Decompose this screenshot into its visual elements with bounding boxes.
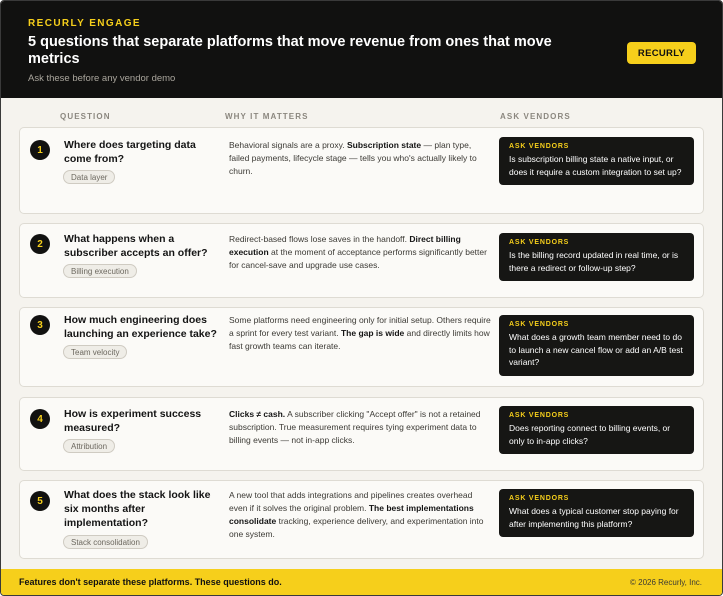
eyebrow-label: RECURLY ENGAGE: [28, 18, 141, 29]
topic-tag: Team velocity: [63, 345, 127, 359]
question-number-badge: 3: [30, 315, 50, 335]
why-it-matters-text: A new tool that adds integrations and pipelines creates overhead even if it solves the original problem. The best implementations consolidate tracking, experience delivery, and experimentation into one system.: [229, 490, 484, 539]
question-number-badge: 5: [30, 491, 50, 511]
ask-vendors-label: ASK VENDORS: [509, 495, 570, 502]
topic-tag: Stack consolidation: [63, 535, 148, 549]
why-it-matters-text: Behavioral signals are a proxy. Subscription state — plan type, failed payments, lifecycle stage — tells you who's actually likely to churn.: [229, 140, 477, 176]
column-headers: [1, 112, 722, 124]
ask-vendors-box: [499, 489, 694, 537]
question-card: [19, 127, 704, 214]
column-header-question: QUESTION: [60, 112, 111, 121]
ask-vendors-label: ASK VENDORS: [509, 143, 570, 150]
ask-vendors-box: [499, 137, 694, 185]
question-number-badge: 1: [30, 140, 50, 160]
question-text: What does the stack look like six months after implementation?: [64, 489, 211, 529]
page-title: 5 questions that separate platforms that move revenue from ones that move metrics: [28, 34, 552, 67]
why-it-matters-text: Some platforms need engineering only for initial setup. Others require a sprint for every test variant. The gap is wide and directly limits how fast growth teams can iterate.: [229, 315, 491, 351]
ask-vendors-question: Does reporting connect to billing events, or only to in-app clicks?: [509, 423, 671, 446]
ask-vendors-question: What does a growth team member need to do to launch a new cancel flow or add an A/B test variant?: [509, 332, 683, 367]
ask-vendors-box: [499, 406, 694, 454]
topic-tag: Attribution: [63, 439, 115, 453]
ask-vendors-question: Is subscription billing state a native input, or does it require a custom integration to set up?: [509, 154, 682, 177]
ask-vendors-label: ASK VENDORS: [509, 412, 570, 419]
ask-vendors-label: ASK VENDORS: [509, 321, 570, 328]
footer-bar: [1, 569, 722, 596]
column-header-ask: ASK VENDORS: [500, 112, 571, 121]
question-card: [19, 480, 704, 559]
ask-vendors-question: What does a typical customer stop paying for after implementing this platform?: [509, 506, 679, 529]
question-text: What happens when a subscriber accepts an offer?: [64, 233, 208, 259]
copyright-notice: © 2026 Recurly, Inc.: [630, 578, 702, 587]
column-header-why: WHY IT MATTERS: [225, 112, 309, 121]
ask-vendors-label: ASK VENDORS: [509, 239, 570, 246]
question-text: How is experiment success measured?: [64, 408, 202, 434]
ask-vendors-question: Is the billing record updated in real time, or is there a redirect or follow-up step?: [509, 250, 679, 273]
page-subtitle: Ask these before any vendor demo: [28, 73, 176, 84]
ask-vendors-box: [499, 315, 694, 376]
ask-vendors-box: [499, 233, 694, 281]
question-number-badge: 4: [30, 409, 50, 429]
question-card: [19, 223, 704, 298]
question-card: [19, 397, 704, 471]
question-card: [19, 307, 704, 387]
why-it-matters-text: Redirect-based flows lose saves in the handoff. Direct billing execution at the moment of acceptance performs significantly better for cancel-save and upgrade use cases.: [229, 234, 487, 270]
why-it-matters-text: Clicks ≠ cash. A subscriber clicking "Accept offer" is not a retained subscription. True measurement requires tying experiment data to billing events — not in-app clicks.: [229, 409, 481, 445]
recurly-brand-button[interactable]: RECURLY: [627, 42, 696, 64]
question-text: How much engineering does launching an experience take?: [64, 314, 217, 340]
question-text: Where does targeting data come from?: [64, 139, 196, 165]
topic-tag: Billing execution: [63, 264, 137, 278]
header: [1, 1, 722, 98]
footer-tagline: Features don't separate these platforms. These questions do.: [19, 577, 282, 587]
topic-tag: Data layer: [63, 170, 115, 184]
question-number-badge: 2: [30, 234, 50, 254]
